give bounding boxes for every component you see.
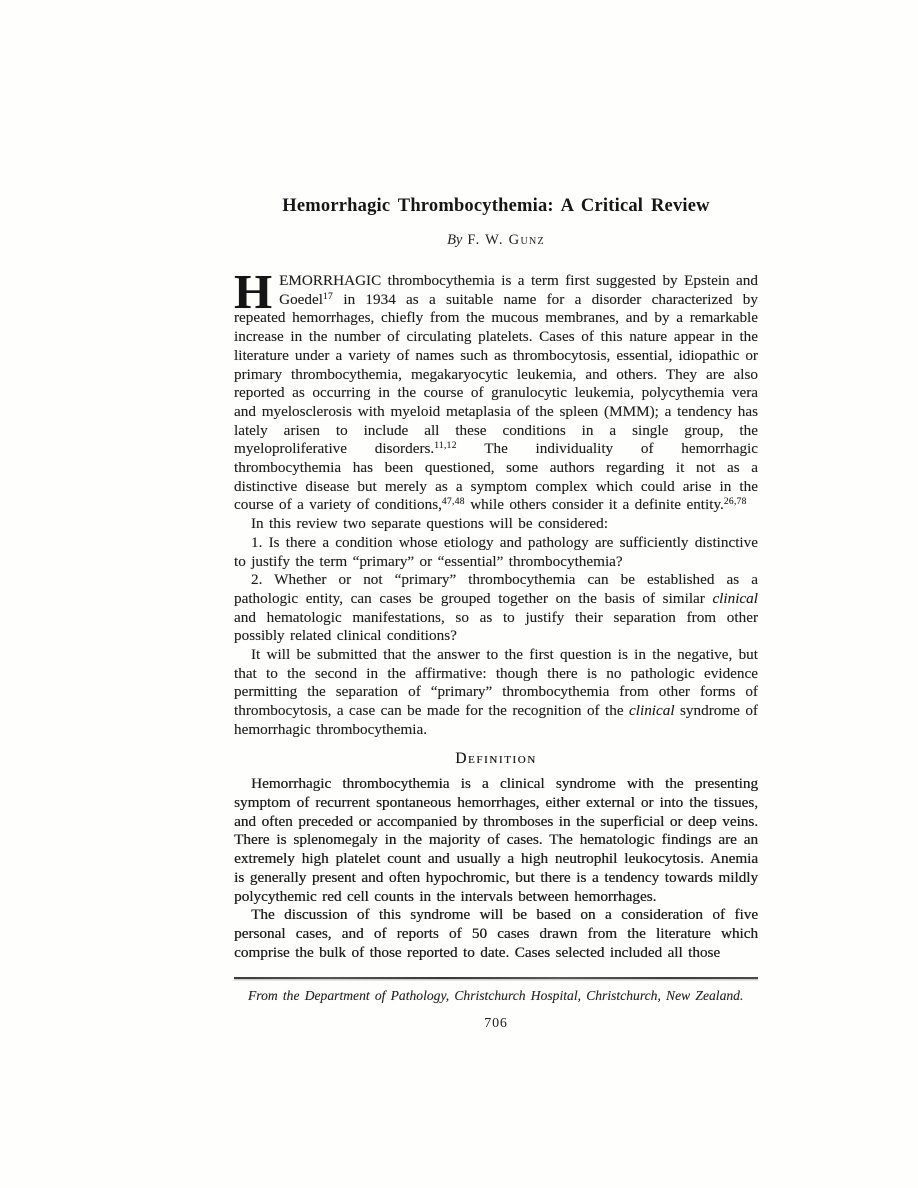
article-body bbox=[234, 264, 758, 962]
text-run: 1. Is there a condition whose etiology and pathology are sufficiently distinctive to justify the term “primary” or “essential” thrombocythemia? bbox=[234, 533, 758, 570]
text-run: It will be submitted that the answer to the first question is in the negative, but that to the second in the affirmative: though there is no pathologic evidence permitting the separation of “primary” thrombocythemia from other forms of thrombocytosis, a case can be made for the recognition of the bbox=[234, 646, 758, 720]
paragraph-question-2 bbox=[234, 571, 758, 646]
text-run: The discussion of this syndrome will be based on a consideration of five personal cases, and of reports of 50 cases drawn from the literature which comprise the bulk of those reported to date. Cases selected included all those bbox=[234, 906, 758, 961]
text-run: syndrome of hemorrhagic thrombocythemia. bbox=[234, 702, 758, 738]
paragraph-review-questions bbox=[234, 515, 758, 534]
reference-superscript: 47,48 bbox=[441, 497, 465, 508]
text-run: while others consider it a definite entity. bbox=[464, 496, 724, 514]
byline-prefix: By bbox=[447, 232, 463, 248]
text-run: 2. Whether or not “primary” thrombocythemia can be established as a pathologic entity, can cases be grouped together on the basis of similar bbox=[234, 571, 758, 607]
paragraph-definition bbox=[234, 775, 758, 906]
emphasized-word: clinical bbox=[712, 589, 758, 607]
page-number: 706 bbox=[484, 1016, 508, 1032]
reference-superscript: 11,12 bbox=[434, 441, 457, 452]
author-name: F. W. Gunz bbox=[467, 232, 545, 248]
reference-superscript: 17 bbox=[322, 291, 334, 302]
paragraph-discussion-basis bbox=[234, 906, 758, 962]
paragraph-question-1 bbox=[234, 534, 758, 571]
drop-cap-letter: H bbox=[234, 264, 273, 319]
text-run: in 1934 as a suitable name for a disorder characterized by repeated hemorrhages, chiefly from the mucous membranes, and by a remarkable increase in the number of circulating platelets. Cases of this nature appear in the literature under a variety of names such as thrombocytosis, essential, idiopathic or primary thrombocythemia, megakaryocytic leukemia, and others. They are also reported as occurring in the course of granulocytic leukemia, polycythemia vera and myelosclerosis with myeloid metaplasia of the spleen (MMM); a tendency has lately arisen to include all these conditions in a single group, the myeloproliferative disorders. bbox=[234, 290, 758, 458]
paragraph-intro-dropcap bbox=[234, 264, 758, 515]
text-run: In this review two separate questions will be considered: bbox=[251, 515, 608, 533]
footnote-affiliation: From the Department of Pathology, Christchurch Hospital, Christchurch, New Zealand. bbox=[248, 988, 744, 1004]
text-run: The individuality of hemorrhagic thrombocythemia has been questioned, some authors regarding it not as a distinctive disease but merely as a symptom complex which could arise in the course of a variety of conditions, bbox=[234, 440, 758, 514]
emphasized-word: clinical bbox=[629, 702, 675, 720]
paragraph-thesis bbox=[234, 646, 758, 740]
text-column bbox=[234, 0, 758, 1032]
article-title: Hemorrhagic Thrombocythemia: A Critical Review bbox=[282, 196, 710, 216]
byline bbox=[234, 232, 758, 249]
reference-superscript: 26,78 bbox=[723, 497, 747, 508]
section-heading-definition: Definition bbox=[455, 749, 537, 767]
text-run: and hematologic manifestations, so as to justify their separation from other possibly related clinical conditions? bbox=[234, 608, 758, 645]
text-run: Hemorrhagic thrombocythemia is a clinical syndrome with the presenting symptom of recurrent spontaneous hemorrhages, either external or into the tissues, and often preceded or accompanied by thromboses in the superficial or deep veins. There is splenomegaly in the majority of cases. The hematologic findings are an extremely high platelet count and usually a high neutrophil leukocytosis. Anemia is generally present and often hypochromic, but there is a tendency towards mildly polycythemic red cell counts in the intervals between hemorrhages. bbox=[234, 775, 758, 905]
text-run: EMORRHAGIC thrombocythemia is a term first suggested by Epstein and Goedel bbox=[279, 272, 758, 308]
footnote-divider bbox=[234, 977, 758, 979]
